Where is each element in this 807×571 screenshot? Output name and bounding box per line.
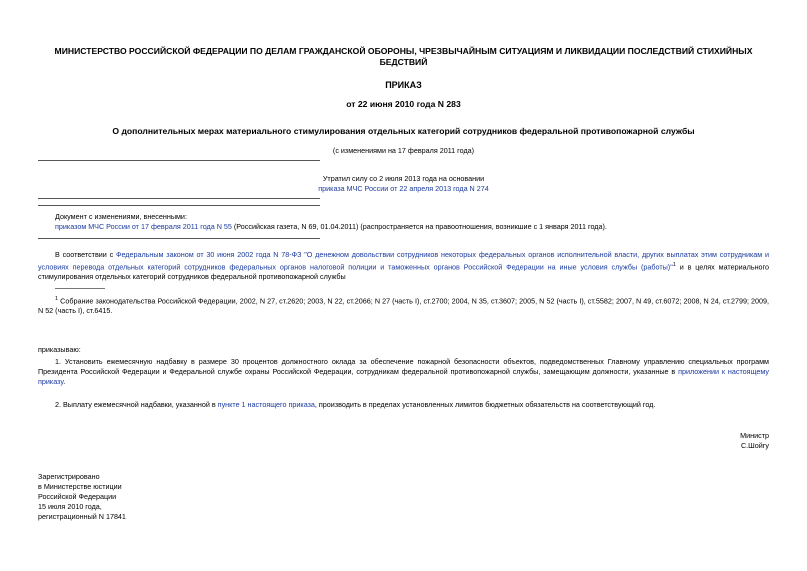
basis-paragraph bbox=[38, 250, 769, 282]
ministry-title: МИНИСТЕРСТВО РОССИЙСКОЙ ФЕДЕРАЦИИ ПО ДЕЛАМ ГРАЖДАНСКОЙ ОБОРОНЫ, ЧРЕЗВЫЧАЙНЫМ СИТУАЦИЯМ И ЛИКВИДАЦИИ ПОСЛЕДСТВИЙ СТИХИЙНЫХ БЕДСТВИЙ bbox=[54, 46, 753, 67]
basis-post: и в целях материального стимулирования отдельных категорий сотрудников федеральной противопожарной службы bbox=[38, 262, 769, 282]
divider bbox=[38, 198, 320, 199]
registration-line: регистрационный N 17841 bbox=[38, 512, 126, 521]
registration-line: Российской Федерации bbox=[38, 492, 117, 501]
changes-label: Документ с изменениями, внесенными: bbox=[55, 212, 187, 221]
registration-block bbox=[38, 472, 126, 522]
item-2-post: , производить в пределах установленных лимитов бюджетных обязательств на соответствующий год. bbox=[314, 400, 656, 409]
document-type: ПРИКАЗ bbox=[385, 80, 422, 90]
document-date: от 22 июня 2010 года N 283 bbox=[346, 99, 461, 109]
footnote bbox=[38, 294, 769, 316]
changes-source: (Российская газета, N 69, 01.04.2011) (распространяется на правоотношения, возникшие с 1 января 2011 года). bbox=[231, 222, 607, 231]
repeal-status: Утратил силу со 2 июля 2013 года на основании bbox=[322, 174, 485, 183]
signer-position: Министр bbox=[740, 431, 769, 440]
item-2-pre: 2. Выплату ежемесячной надбавки, указанной в bbox=[55, 400, 218, 409]
registration-line: 15 июля 2010 года, bbox=[38, 502, 102, 511]
document-title: О дополнительных мерах материального стимулирования отдельных категорий сотрудников федеральной противопожарной службы bbox=[112, 126, 695, 136]
divider bbox=[38, 205, 320, 206]
amendments-note: (с изменениями на 17 февраля 2011 года) bbox=[332, 146, 475, 155]
footnote-text: Собрание законодательства Российской Федерации, 2002, N 27, ст.2620; 2003, N 22, ст.2066; N 27 (часть I), ст.2700; 2004, N 35, ст.3607; 2005, N 52 (часть I), ст.5582; 2007, N 49, ст.6072; 2008, N 24, ст.2799; 2009, N 52 (часть I), ст.6415. bbox=[38, 296, 770, 316]
item-1-text: 1. Установить ежемесячную надбавку в размере 30 процентов должностного оклада за обеспечение пожарной безопасности объектов, подведомственных Главному управлению специальных программ Президента Российской Федерации и Федеральной службе охраны Российской Федерации, сотрудникам федеральной противопожарной службы, замещающим должности, указанные в bbox=[38, 357, 769, 376]
repeal-order-link[interactable]: приказа МЧС России от 22 апреля 2013 года N 274 bbox=[318, 184, 489, 193]
order-word: приказываю: bbox=[38, 345, 81, 354]
footnote-ref[interactable]: 1 bbox=[672, 262, 676, 268]
basis-pre: В соответствии с bbox=[55, 250, 116, 259]
item-2 bbox=[55, 400, 769, 410]
divider bbox=[38, 160, 320, 161]
registration-line: Зарегистрировано bbox=[38, 472, 100, 481]
appendix-link[interactable]: приложении к настоящему приказу bbox=[38, 367, 769, 386]
item-1 bbox=[38, 357, 769, 387]
footnote-mark: 1 bbox=[55, 296, 59, 302]
footnote-divider bbox=[55, 288, 105, 289]
changes-order-link[interactable]: приказом МЧС России от 17 февраля 2011 года N 55 bbox=[55, 222, 232, 231]
changes-text bbox=[55, 222, 775, 232]
registration-line: в Министерстве юстиции bbox=[38, 482, 122, 491]
federal-law-link[interactable]: Федеральным законом от 30 июня 2002 года N 78-ФЗ "О денежном довольствии сотрудников некоторых федеральных органов исполнительной власти, других выплатах этим сотрудникам и условиях перевода отдельных категорий сотрудников федеральных органов налоговой полиции и таможенных органов Российской Федерации на иные условия службы (работы)" bbox=[38, 250, 769, 272]
item-1-end: . bbox=[63, 377, 66, 386]
signer-name: С.Шойгу bbox=[740, 441, 769, 450]
divider bbox=[38, 238, 320, 239]
signature-block bbox=[740, 431, 769, 451]
item-1-link[interactable]: пункте 1 настоящего приказа bbox=[217, 400, 315, 409]
